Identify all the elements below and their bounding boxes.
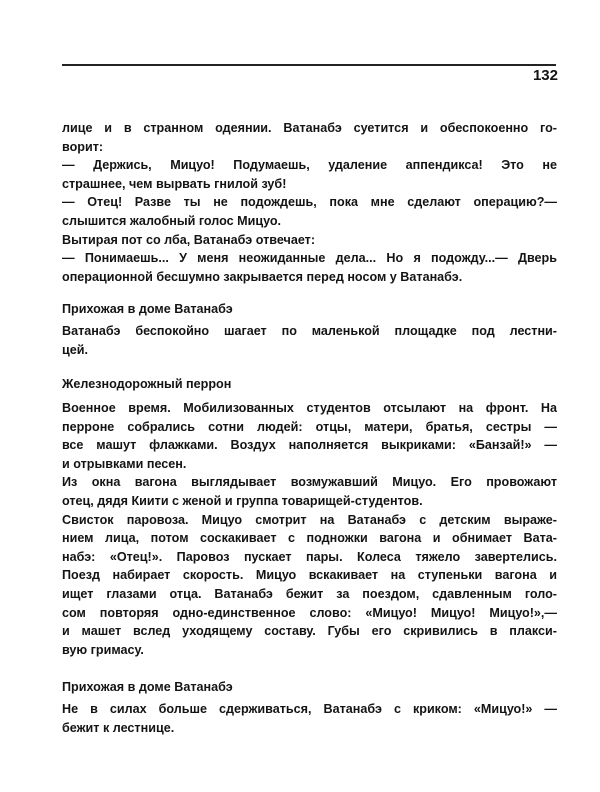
text-line: Из окна вагона выглядывает возмужавший Мицуо. Его провожают bbox=[62, 475, 557, 490]
page-number: 132 bbox=[532, 67, 558, 84]
text-line: Поезд набирает скорость. Мицуо вскакивает на ступеньки вагона и bbox=[62, 568, 557, 583]
text-line: все машут флажками. Воздух наполняется выкриками: «Банзай!» — bbox=[62, 438, 557, 453]
paragraph-hospital bbox=[62, 119, 557, 286]
text-line: Военное время. Мобилизованных студентов отсылают на фронт. На bbox=[62, 401, 557, 415]
text-line: — Понимаешь... У меня неожиданные дела... Но я подожду...— Дверь bbox=[62, 251, 557, 266]
text-line: цей. bbox=[62, 342, 88, 357]
scene-heading: Прихожая в доме Ватанабэ bbox=[62, 302, 233, 316]
paragraph-platform bbox=[62, 399, 557, 659]
text-line: нием лица, потом соскакивает с подножки вагона и обнимает Вата- bbox=[62, 531, 557, 546]
paragraph-hallway-final bbox=[62, 700, 557, 737]
text-line: Вытирая пот со лба, Ватанабэ отвечает: bbox=[62, 232, 316, 247]
text-line: Не в силах больше сдерживаться, Ватанабэ с криком: «Мицуо!» — bbox=[62, 702, 557, 716]
text-line: — Держись, Мицуо! Подумаешь, удаление аппендикса! Это не bbox=[62, 158, 557, 173]
text-line: ищет глазами отца. Ватанабэ бежит за поездом, сдавленным голо- bbox=[62, 586, 557, 601]
text-line: лице и в странном одеянии. Ватанабэ суетится и обеспокоенно го- bbox=[62, 121, 557, 135]
text-line: перроне собрались сотни людей: отцы, матери, братья, сестры — bbox=[62, 419, 557, 434]
text-line: — Отец! Разве ты не подождешь, пока мне сделают операцию?— bbox=[62, 195, 557, 210]
text-line: вую гримасу. bbox=[62, 642, 144, 657]
header-rule bbox=[62, 64, 556, 66]
text-line: и машет вслед уходящему составу. Губы его скривились в плакси- bbox=[62, 624, 557, 639]
text-line: операционной бесшумно закрывается перед носом у Ватанабэ. bbox=[62, 269, 463, 284]
text-line: бежит к лестнице. bbox=[62, 720, 175, 735]
text-line: Ватанабэ беспокойно шагает по маленькой площадке под лестни- bbox=[62, 324, 557, 338]
scene-heading: Прихожая в доме Ватанабэ bbox=[62, 680, 233, 694]
text-line: Свисток паровоза. Мицуо смотрит на Ватанабэ с детским выраже- bbox=[62, 512, 557, 527]
text-line: слышится жалобный голос Мицуо. bbox=[62, 213, 282, 228]
text-line: ворит: bbox=[62, 139, 104, 154]
paragraph-hallway bbox=[62, 322, 557, 359]
scene-heading: Железнодорожный перрон bbox=[62, 377, 232, 391]
text-line: сом повторяя одно-единственное слово: «Мицуо! Мицуо! Мицуо!»,— bbox=[62, 605, 557, 620]
text-line: страшнее, чем вырвать гнилой зуб! bbox=[62, 176, 287, 191]
text-line: и отрывками песен. bbox=[62, 456, 187, 471]
text-line: отец, дядя Киити с женой и группа товарищей-студентов. bbox=[62, 493, 423, 508]
text-line: набэ: «Отец!». Паровоз пускает пары. Колеса тяжело завертелись. bbox=[62, 549, 557, 564]
